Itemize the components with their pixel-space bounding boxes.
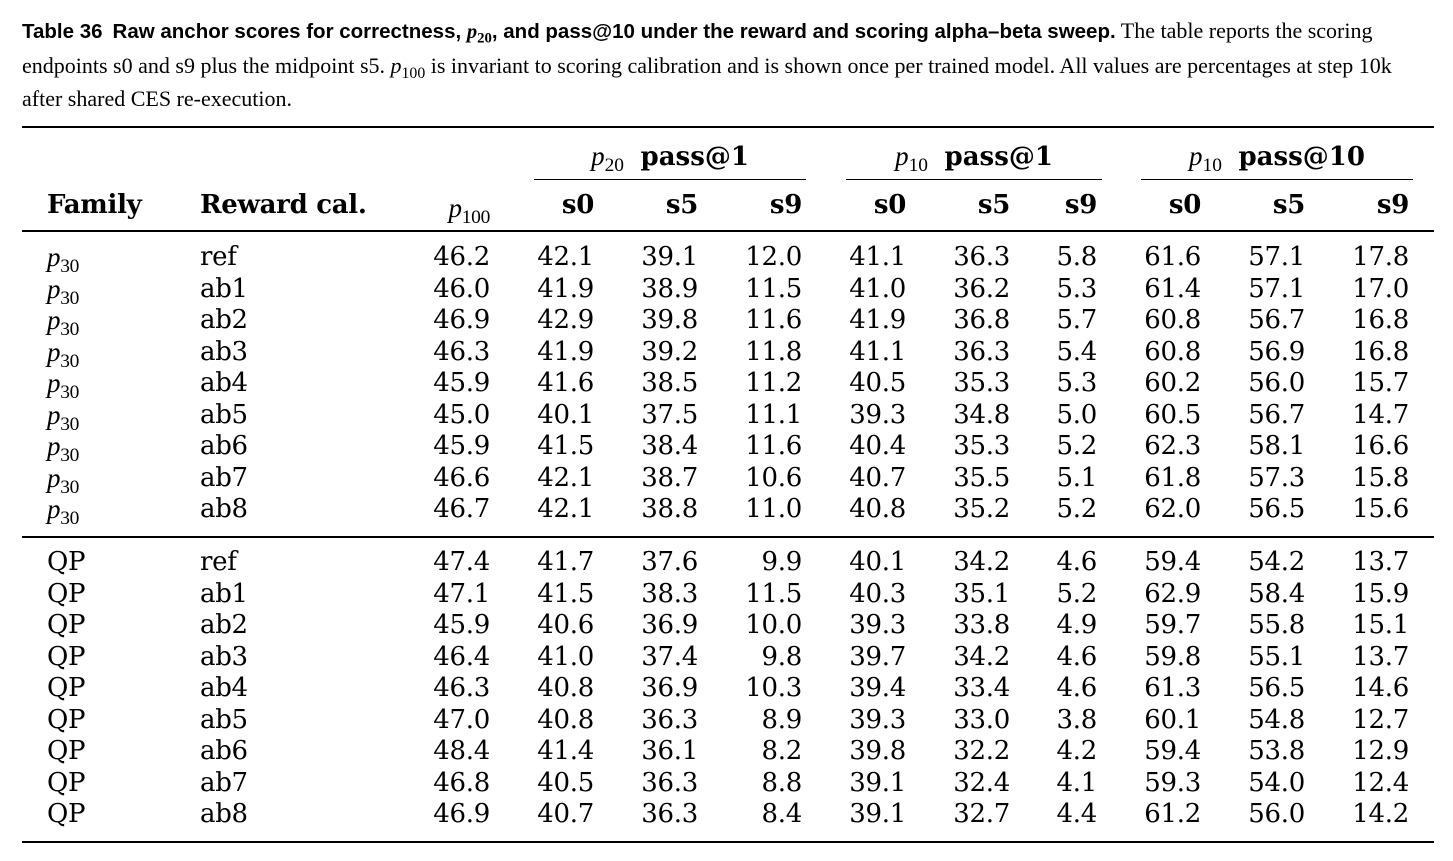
table-cell: 12.4 xyxy=(1352,767,1409,798)
table-cell: 16.8 xyxy=(1352,336,1409,367)
table-cell: 40.1 xyxy=(537,399,594,430)
table-cell: 56.0 xyxy=(1248,368,1305,398)
table-cell: 36.3 xyxy=(953,336,1010,367)
table-cell: 46.4 xyxy=(433,641,490,672)
table-cell: 9.9 xyxy=(761,547,802,577)
row-family: $p_{30}$ xyxy=(47,273,80,309)
row-reward-cal: ab7 xyxy=(200,767,248,798)
table-cell: 46.3 xyxy=(433,673,490,703)
col-header-p100: $p_{100}$ xyxy=(448,193,490,229)
group-underline-p10-pass10 xyxy=(1141,179,1413,180)
row-family: QP xyxy=(47,641,86,672)
col-header-s0: s0 xyxy=(1168,190,1201,220)
table-cell: 37.6 xyxy=(641,547,698,577)
table-cell: 40.5 xyxy=(849,368,906,398)
table-cell: 15.6 xyxy=(1352,494,1409,524)
table-cell: 36.2 xyxy=(953,273,1010,304)
table-cell: 56.5 xyxy=(1248,494,1305,524)
table-cell: 41.5 xyxy=(537,578,594,609)
table-cell: 46.8 xyxy=(433,767,490,798)
table-cell: 33.4 xyxy=(953,673,1010,703)
table-cell: 39.1 xyxy=(641,242,698,272)
table-cell: 41.1 xyxy=(849,242,906,272)
table-cell: 8.4 xyxy=(761,799,802,829)
table-cell: 11.6 xyxy=(745,431,802,461)
table-cell: 38.5 xyxy=(641,368,698,398)
table-cell: 5.3 xyxy=(1056,273,1097,304)
top-rule xyxy=(22,126,1434,128)
caption-title xyxy=(22,20,1116,47)
bottom-rule xyxy=(22,841,1434,843)
caption-title-before: Raw anchor scores for correctness, xyxy=(112,20,462,43)
row-reward-cal: ab2 xyxy=(200,610,248,640)
table-cell: 41.9 xyxy=(537,273,594,304)
group-header-p10-pass1: $p_{10}$ pass@1 xyxy=(895,141,1053,177)
table-cell: 35.3 xyxy=(953,368,1010,398)
table-cell: 40.1 xyxy=(849,547,906,577)
table-cell: 46.0 xyxy=(433,273,490,304)
table-cell: 61.8 xyxy=(1144,462,1201,493)
row-family: $p_{30}$ xyxy=(47,336,80,372)
table-cell: 60.1 xyxy=(1144,704,1201,735)
table-caption xyxy=(22,14,1434,115)
table-cell: 10.3 xyxy=(745,673,802,703)
header-rule xyxy=(22,230,1434,232)
table-cell: 4.6 xyxy=(1056,673,1097,703)
table-cell: 39.8 xyxy=(641,305,698,335)
table-cell: 41.0 xyxy=(537,641,594,672)
table-cell: 38.9 xyxy=(641,273,698,304)
table-cell: 4.9 xyxy=(1056,610,1097,640)
table-cell: 5.3 xyxy=(1056,368,1097,398)
table-cell: 12.9 xyxy=(1352,736,1409,766)
col-header-family: Family xyxy=(47,190,142,220)
col-header-s9: s9 xyxy=(1376,190,1409,220)
table-cell: 46.2 xyxy=(433,242,490,272)
table-cell: 46.7 xyxy=(433,494,490,524)
table-cell: 38.8 xyxy=(641,494,698,524)
table-cell: 11.6 xyxy=(745,305,802,335)
row-reward-cal: ref xyxy=(200,242,237,272)
table-cell: 59.7 xyxy=(1144,610,1201,640)
col-header-s5: s5 xyxy=(1272,190,1305,220)
table-cell: 60.5 xyxy=(1144,399,1201,430)
table-cell: 38.7 xyxy=(641,462,698,493)
table-cell: 5.0 xyxy=(1056,399,1097,430)
table-cell: 60.2 xyxy=(1144,368,1201,398)
group-separator-rule xyxy=(22,536,1434,538)
table-cell: 40.7 xyxy=(537,799,594,829)
table-cell: 55.8 xyxy=(1248,610,1305,640)
table-cell: 8.8 xyxy=(761,767,802,798)
table-cell: 40.3 xyxy=(849,578,906,609)
table-cell: 58.4 xyxy=(1248,578,1305,609)
row-family: $p_{30}$ xyxy=(47,305,80,341)
table-cell: 33.0 xyxy=(953,704,1010,735)
table-cell: 59.8 xyxy=(1144,641,1201,672)
table-cell: 12.7 xyxy=(1352,704,1409,735)
table-number: Table 36 xyxy=(22,20,103,43)
caption-body-var: $p_{100}$ xyxy=(390,53,426,83)
row-family: QP xyxy=(47,578,86,609)
table-cell: 5.7 xyxy=(1056,305,1097,335)
table-cell: 39.8 xyxy=(849,736,906,766)
table-cell: 54.8 xyxy=(1248,704,1305,735)
table-cell: 8.9 xyxy=(761,704,802,735)
table-cell: 32.4 xyxy=(953,767,1010,798)
caption-body-2: is invariant to scoring calibration and is shown once per trained model. All values are percentages at step 10k after shared CES re-execution. xyxy=(22,53,1392,111)
table-cell: 41.0 xyxy=(849,273,906,304)
row-reward-cal: ab2 xyxy=(200,305,248,335)
table-cell: 35.2 xyxy=(953,494,1010,524)
table-cell: 11.1 xyxy=(745,399,802,430)
row-reward-cal: ref xyxy=(200,547,237,577)
table-cell: 14.6 xyxy=(1352,673,1409,703)
row-family: $p_{30}$ xyxy=(47,494,80,530)
row-reward-cal: ab5 xyxy=(200,399,248,430)
table-cell: 42.9 xyxy=(537,305,594,335)
row-family: QP xyxy=(47,704,86,735)
row-family: QP xyxy=(47,736,86,766)
col-header-s0: s0 xyxy=(873,190,906,220)
row-family: $p_{30}$ xyxy=(47,431,80,467)
table-cell: 36.1 xyxy=(641,736,698,766)
table-cell: 58.1 xyxy=(1248,431,1305,461)
table-cell: 4.1 xyxy=(1056,767,1097,798)
table-cell: 11.2 xyxy=(745,368,802,398)
row-reward-cal: ab3 xyxy=(200,336,248,367)
table-cell: 54.2 xyxy=(1248,547,1305,577)
table-cell: 41.9 xyxy=(537,336,594,367)
table-cell: 39.1 xyxy=(849,767,906,798)
table-cell: 40.8 xyxy=(537,704,594,735)
table-cell: 45.9 xyxy=(433,431,490,461)
table-cell: 34.8 xyxy=(953,399,1010,430)
col-header-s9: s9 xyxy=(769,190,802,220)
table-cell: 41.1 xyxy=(849,336,906,367)
table-cell: 41.4 xyxy=(537,736,594,766)
table-cell: 13.7 xyxy=(1352,641,1409,672)
col-header-s5: s5 xyxy=(665,190,698,220)
table-cell: 47.0 xyxy=(433,704,490,735)
table-cell: 59.3 xyxy=(1144,767,1201,798)
table-cell: 40.5 xyxy=(537,767,594,798)
group-underline-p10-pass1 xyxy=(846,179,1102,180)
table-cell: 39.2 xyxy=(641,336,698,367)
table-cell: 32.7 xyxy=(953,799,1010,829)
table-cell: 62.0 xyxy=(1144,494,1201,524)
group-header-p20-pass1: $p_{20}$ pass@1 xyxy=(591,141,749,177)
table-cell: 4.4 xyxy=(1056,799,1097,829)
table-cell: 46.6 xyxy=(433,462,490,493)
table-cell: 36.9 xyxy=(641,673,698,703)
row-family: QP xyxy=(47,547,86,577)
row-reward-cal: ab1 xyxy=(200,578,248,609)
table-cell: 34.2 xyxy=(953,641,1010,672)
table-cell: 38.4 xyxy=(641,431,698,461)
table-cell: 40.7 xyxy=(849,462,906,493)
table-cell: 57.1 xyxy=(1248,242,1305,272)
table-cell: 35.1 xyxy=(953,578,1010,609)
table-cell: 13.7 xyxy=(1352,547,1409,577)
row-family: QP xyxy=(47,799,86,829)
table-cell: 8.2 xyxy=(761,736,802,766)
table-cell: 47.1 xyxy=(433,578,490,609)
table-cell: 5.2 xyxy=(1056,578,1097,609)
table-cell: 56.7 xyxy=(1248,399,1305,430)
table-cell: 41.6 xyxy=(537,368,594,398)
table-cell: 61.4 xyxy=(1144,273,1201,304)
group-underline-p20-pass1 xyxy=(534,179,806,180)
table-cell: 57.1 xyxy=(1248,273,1305,304)
col-header-s9: s9 xyxy=(1064,190,1097,220)
table-cell: 4.6 xyxy=(1056,547,1097,577)
table-cell: 11.0 xyxy=(745,494,802,524)
table-cell: 17.8 xyxy=(1352,242,1409,272)
table-cell: 56.0 xyxy=(1248,799,1305,829)
table-cell: 46.9 xyxy=(433,799,490,829)
table-cell: 42.1 xyxy=(537,462,594,493)
table-cell: 42.1 xyxy=(537,494,594,524)
table-cell: 5.8 xyxy=(1056,242,1097,272)
row-family: $p_{30}$ xyxy=(47,242,80,278)
row-family: $p_{30}$ xyxy=(47,368,80,404)
table-cell: 11.5 xyxy=(745,273,802,304)
table-cell: 40.6 xyxy=(537,610,594,640)
table-cell: 45.9 xyxy=(433,610,490,640)
table-cell: 36.3 xyxy=(953,242,1010,272)
table-cell: 15.7 xyxy=(1352,368,1409,398)
table-cell: 41.7 xyxy=(537,547,594,577)
group-header-p10-pass10: $p_{10}$ pass@10 xyxy=(1189,141,1365,177)
row-family: QP xyxy=(47,673,86,703)
table-cell: 60.8 xyxy=(1144,305,1201,335)
row-reward-cal: ab1 xyxy=(200,273,248,304)
table-cell: 37.5 xyxy=(641,399,698,430)
table-cell: 36.8 xyxy=(953,305,1010,335)
col-header-s0: s0 xyxy=(561,190,594,220)
table-cell: 5.2 xyxy=(1056,494,1097,524)
table-cell: 41.5 xyxy=(537,431,594,461)
table-cell: 47.4 xyxy=(433,547,490,577)
table-cell: 37.4 xyxy=(641,641,698,672)
table-cell: 15.9 xyxy=(1352,578,1409,609)
caption-title-var: $p_{20}$ xyxy=(466,21,492,47)
table-cell: 39.4 xyxy=(849,673,906,703)
table-cell: 36.9 xyxy=(641,610,698,640)
table-cell: 14.7 xyxy=(1352,399,1409,430)
table-cell: 45.9 xyxy=(433,368,490,398)
table-cell: 16.6 xyxy=(1352,431,1409,461)
table-cell: 40.4 xyxy=(849,431,906,461)
row-reward-cal: ab6 xyxy=(200,431,248,461)
table-cell: 10.0 xyxy=(745,610,802,640)
caption-title-after: , and pass@10 under the reward and scoring alpha–beta sweep. xyxy=(491,20,1116,43)
row-family: $p_{30}$ xyxy=(47,462,80,498)
table-cell: 56.9 xyxy=(1248,336,1305,367)
table-cell: 42.1 xyxy=(537,242,594,272)
table-cell: 5.1 xyxy=(1056,462,1097,493)
table-cell: 61.6 xyxy=(1144,242,1201,272)
table-cell: 36.3 xyxy=(641,799,698,829)
table-cell: 39.3 xyxy=(849,704,906,735)
table-cell: 3.8 xyxy=(1056,704,1097,735)
table-cell: 10.6 xyxy=(745,462,802,493)
table-cell: 36.3 xyxy=(641,704,698,735)
table-cell: 59.4 xyxy=(1144,736,1201,766)
table-cell: 41.9 xyxy=(849,305,906,335)
table-cell: 35.3 xyxy=(953,431,1010,461)
col-header-reward-cal: Reward cal. xyxy=(200,190,367,220)
table-cell: 61.3 xyxy=(1144,673,1201,703)
table-cell: 14.2 xyxy=(1352,799,1409,829)
row-reward-cal: ab3 xyxy=(200,641,248,672)
table-cell: 46.9 xyxy=(433,305,490,335)
table-cell: 62.9 xyxy=(1144,578,1201,609)
table-cell: 53.8 xyxy=(1248,736,1305,766)
table-cell: 9.8 xyxy=(761,641,802,672)
table-cell: 38.3 xyxy=(641,578,698,609)
table-cell: 40.8 xyxy=(537,673,594,703)
table-cell: 4.2 xyxy=(1056,736,1097,766)
table-cell: 16.8 xyxy=(1352,305,1409,335)
col-header-s5: s5 xyxy=(977,190,1010,220)
table-cell: 33.8 xyxy=(953,610,1010,640)
row-family: QP xyxy=(47,767,86,798)
table-cell: 61.2 xyxy=(1144,799,1201,829)
row-reward-cal: ab6 xyxy=(200,736,248,766)
row-reward-cal: ab5 xyxy=(200,704,248,735)
table-cell: 11.8 xyxy=(745,336,802,367)
row-reward-cal: ab8 xyxy=(200,799,248,829)
table-cell: 11.5 xyxy=(745,578,802,609)
table-cell: 39.3 xyxy=(849,610,906,640)
table-cell: 48.4 xyxy=(433,736,490,766)
table-cell: 32.2 xyxy=(953,736,1010,766)
table-cell: 62.3 xyxy=(1144,431,1201,461)
table-cell: 15.1 xyxy=(1352,610,1409,640)
table-cell: 59.4 xyxy=(1144,547,1201,577)
row-reward-cal: ab7 xyxy=(200,462,248,493)
table-cell: 40.8 xyxy=(849,494,906,524)
table-cell: 34.2 xyxy=(953,547,1010,577)
table-cell: 4.6 xyxy=(1056,641,1097,672)
row-family: QP xyxy=(47,610,86,640)
table-cell: 5.2 xyxy=(1056,431,1097,461)
table-cell: 54.0 xyxy=(1248,767,1305,798)
table-cell: 36.3 xyxy=(641,767,698,798)
table-cell: 39.1 xyxy=(849,799,906,829)
table-cell: 45.0 xyxy=(433,399,490,430)
row-reward-cal: ab4 xyxy=(200,673,248,703)
table-cell: 56.7 xyxy=(1248,305,1305,335)
table-cell: 39.3 xyxy=(849,399,906,430)
table-cell: 46.3 xyxy=(433,336,490,367)
table-cell: 35.5 xyxy=(953,462,1010,493)
table-cell: 12.0 xyxy=(745,242,802,272)
table-cell: 15.8 xyxy=(1352,462,1409,493)
table-cell: 56.5 xyxy=(1248,673,1305,703)
table-cell: 57.3 xyxy=(1248,462,1305,493)
row-family: $p_{30}$ xyxy=(47,399,80,435)
table-cell: 55.1 xyxy=(1248,641,1305,672)
table-cell: 17.0 xyxy=(1352,273,1409,304)
table-cell: 60.8 xyxy=(1144,336,1201,367)
row-reward-cal: ab4 xyxy=(200,368,248,398)
row-reward-cal: ab8 xyxy=(200,494,248,524)
caption-body-1: The table reports the scoring endpoints s0 and s9 plus the midpoint s5. xyxy=(22,18,1373,78)
table-cell: 39.7 xyxy=(849,641,906,672)
table-cell: 5.4 xyxy=(1056,336,1097,367)
